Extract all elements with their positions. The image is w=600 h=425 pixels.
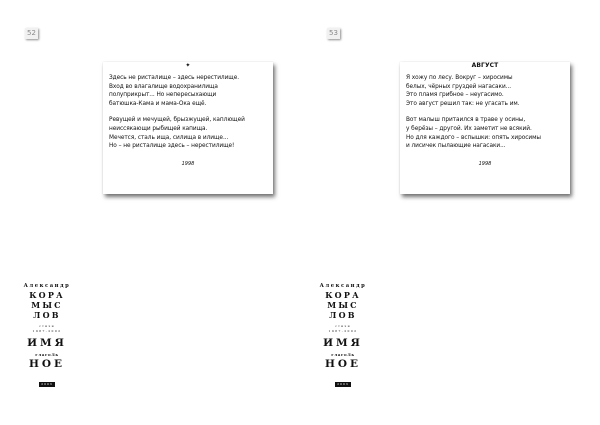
page-number: 53 xyxy=(327,28,340,39)
book-title-bottom: НОЕ xyxy=(28,358,66,370)
years-line: 1987-2002 xyxy=(32,328,62,333)
page-number: 52 xyxy=(25,28,38,39)
book-footer-logo xyxy=(17,283,77,389)
page-right xyxy=(300,0,600,425)
poem-stanza xyxy=(109,116,267,150)
book-title-bottom: НОЕ xyxy=(324,358,362,370)
author-last-name-part: ЛОВ xyxy=(329,310,357,320)
poem-line: у берёзы – другой. Их заметит не всякий. xyxy=(406,125,532,132)
poem-line: Ревущей и мечущей, брызжущей, каплющей xyxy=(109,117,245,124)
poem-line: полуприкрыт... Но непересыхающи xyxy=(109,92,217,99)
poem-stanza xyxy=(406,116,564,150)
book-subtitle: глагоЛь xyxy=(35,352,59,357)
poem-line: и лисичек пылающие нагасаки... xyxy=(406,143,506,150)
book-title-top: ИМЯ xyxy=(27,337,67,349)
book-subtitle: глагоЛь xyxy=(331,352,355,357)
poem-title: АВГУСТ xyxy=(471,62,499,69)
poem-line: Это пламя грибное – неугасимо. xyxy=(406,92,504,99)
poem-year: 1998 xyxy=(478,160,492,167)
poem-line: Мечется, сталь ища, силища в илище... xyxy=(109,134,229,141)
author-last-name-part: КОРА xyxy=(325,290,361,300)
author-last-name-part: МЫС xyxy=(31,300,63,310)
author-first-name: Александр xyxy=(23,283,71,289)
book-years xyxy=(17,324,77,333)
poem-line: неиссякающи рыбищей капища. xyxy=(109,125,208,132)
poem-stanza xyxy=(406,74,564,108)
author-last-name-part: ЛОВ xyxy=(33,310,61,320)
publisher-badge: 2003 xyxy=(39,382,55,387)
poem-line: Это август решил так: не угасать им. xyxy=(406,100,520,107)
poem-year: 1998 xyxy=(181,160,195,167)
publisher-badge: 2003 xyxy=(335,382,351,387)
years-line: стихи xyxy=(38,324,56,328)
author-last-name-part: КОРА xyxy=(29,290,65,300)
poem-line: Здесь не ристалище – здесь нерестилище. xyxy=(109,75,240,81)
poem-line: Я хожу по лесу. Вокруг – хиросимы xyxy=(406,75,513,81)
years-line: стихи xyxy=(334,324,352,328)
poem-line: Но – не ристалище здесь – нерестилище! xyxy=(109,143,235,150)
poem-title-ornament: ✦ xyxy=(185,62,191,69)
poem-card xyxy=(103,62,273,194)
years-line: 1987-2002 xyxy=(328,328,358,333)
poem-line: белых, чёрных груздей нагасаки... xyxy=(406,83,512,90)
book-title-top: ИМЯ xyxy=(323,337,363,349)
poem-stanza xyxy=(109,74,267,108)
poem-line: Но для каждого – вспышки: опять хиросимы xyxy=(406,134,541,141)
book-years xyxy=(313,324,373,333)
author-first-name: Александр xyxy=(319,283,367,289)
poem-line: батюшка-Кама и мама-Ока ещё. xyxy=(109,100,207,107)
author-last-name-part: МЫС xyxy=(327,300,359,310)
poem-line: Вот малыш притаился в траве у осины, xyxy=(406,117,526,124)
poem-card xyxy=(400,62,570,194)
poem-line: Вход во влагалище водохранилища xyxy=(109,83,218,90)
book-footer-logo xyxy=(313,283,373,389)
